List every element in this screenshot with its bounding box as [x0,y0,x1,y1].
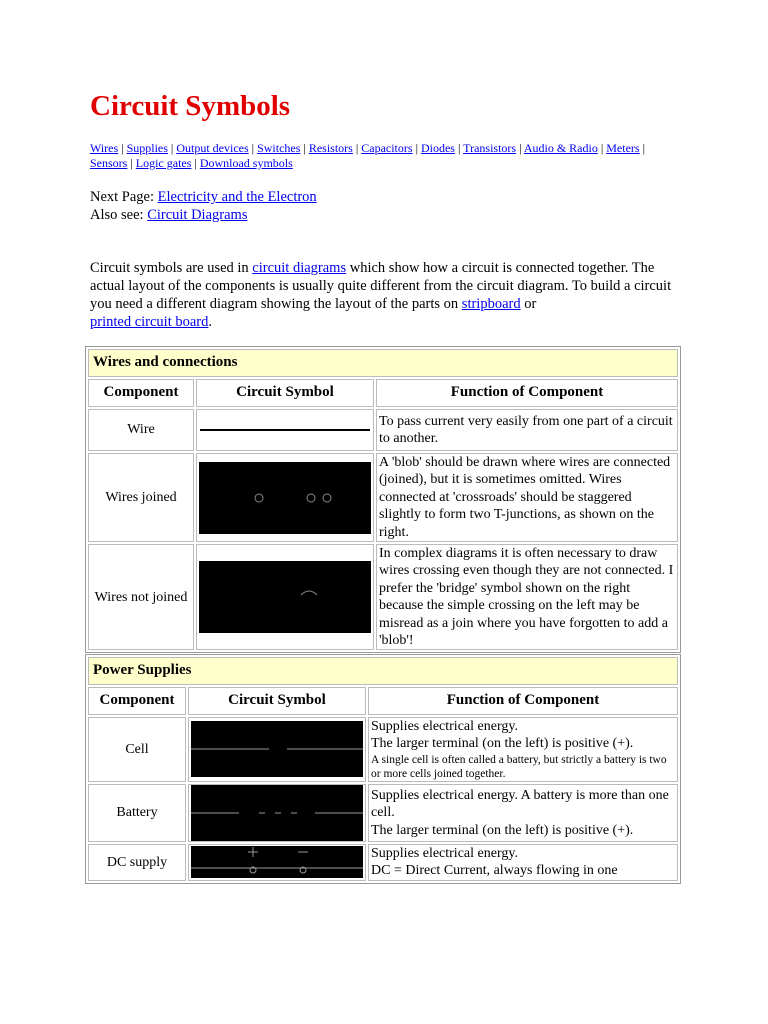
component-name: Wires not joined [88,544,194,650]
column-header-function: Function of Component [368,687,678,715]
component-function [368,717,678,782]
power-supplies-table [85,654,681,884]
component-name: Wire [88,409,194,451]
component-function: A 'blob' should be drawn where wires are connected (joined), but it is sometimes omitted. Wires connected at 'crossroads' should be staggered slightly to form two T-junctions, as shown on the right. [376,453,678,542]
nav-link-logic-gates[interactable]: Logic gates [135,156,192,170]
intro-paragraph [90,259,682,331]
wires-table [85,346,681,653]
next-page-label: Next Page: [90,189,158,205]
intro-text-3: or [520,296,537,312]
table-row [88,544,678,650]
table-row [88,453,678,542]
column-header-component: Component [88,379,194,407]
nav-link-sensors[interactable]: Sensors [90,156,128,170]
function-text-2: DC = Direct Current, always flowing in one [371,863,618,879]
wires-joined-symbol [196,453,374,542]
table-row [88,784,678,842]
function-text: Supplies electrical energy. A battery is more than one cell. [371,787,669,821]
section-heading-wires: Wires and connections [88,349,678,377]
function-text-2: The larger terminal (on the left) is positive (+). [371,736,634,752]
table-row [88,409,678,451]
nav-link-switches[interactable]: Switches [257,141,301,155]
nav-link-capacitors[interactable]: Capacitors [361,141,413,155]
component-function: To pass current very easily from one part of a circuit to another. [376,409,678,451]
section-heading-power-supplies: Power Supplies [88,657,678,685]
intro-text-2: which show how a circuit is connected together. The actual layout of the components is usually quite different from the circuit diagram. To build a circuit you need a different diagram showing the layout of the parts on [90,260,672,312]
nav-link-diodes[interactable]: Diodes [420,141,455,155]
nav-link-audio-radio[interactable]: Audio & Radio [523,141,598,155]
table-row [88,717,678,782]
dc-supply-symbol [188,844,366,881]
component-function [368,844,678,881]
function-text: Supplies electrical energy. [371,719,518,734]
column-header-function: Function of Component [376,379,678,407]
component-function: In complex diagrams it is often necessary to draw wires crossing even though they are not connected. I prefer the 'bridge' symbol shown on the right because the simple crossing on the left may be misread as a join where you have forgotten to add a 'blob'! [376,544,678,650]
component-name: Cell [88,717,186,782]
pcb-link[interactable]: printed circuit board [90,314,209,330]
nav-link-meters[interactable]: Meters [606,141,640,155]
nav-links: Wires | Supplies | Output devices | Switches | Resistors | Capacitors | Diodes | Transistors | Audio & Radio | Meters | Sensors | Logic gates | Download symbols [90,141,645,170]
component-name: DC supply [88,844,186,881]
component-name: Wires joined [88,453,194,542]
function-note: A single cell is often called a battery, but strictly a battery is two or more cells joined together. [371,753,667,780]
nav-link-output-devices[interactable]: Output devices [176,141,249,155]
nav-link-transistors[interactable]: Transistors [463,141,517,155]
nav-link-wires[interactable]: Wires [90,141,119,155]
wires-not-joined-symbol [196,544,374,650]
column-header-symbol: Circuit Symbol [196,379,374,407]
cell-symbol [188,717,366,782]
nav-link-resistors[interactable]: Resistors [308,141,353,155]
function-text-2: The larger terminal (on the left) is positive (+). [371,822,634,838]
nav-link-download-symbols[interactable]: Download symbols [199,156,293,170]
page-title: Circuit Symbols [90,90,291,122]
intro-text-4: . [208,314,212,330]
also-see-label: Also see: [90,207,148,223]
battery-symbol [188,784,366,842]
next-page-link[interactable]: Electricity and the Electron [157,189,317,205]
component-function [368,784,678,842]
circuit-diagrams-link[interactable]: circuit diagrams [252,260,347,276]
table-row [88,844,678,881]
stripboard-link[interactable]: stripboard [461,296,521,312]
column-header-symbol: Circuit Symbol [188,687,366,715]
function-text: Supplies electrical energy. [371,845,518,861]
also-see-link[interactable]: Circuit Diagrams [147,207,248,223]
wire-symbol [196,409,374,451]
intro-text-1: Circuit symbols are used in [90,260,253,276]
nav-link-supplies[interactable]: Supplies [126,141,168,155]
related-links [90,188,317,224]
component-name: Battery [88,784,186,842]
column-header-component: Component [88,687,186,715]
